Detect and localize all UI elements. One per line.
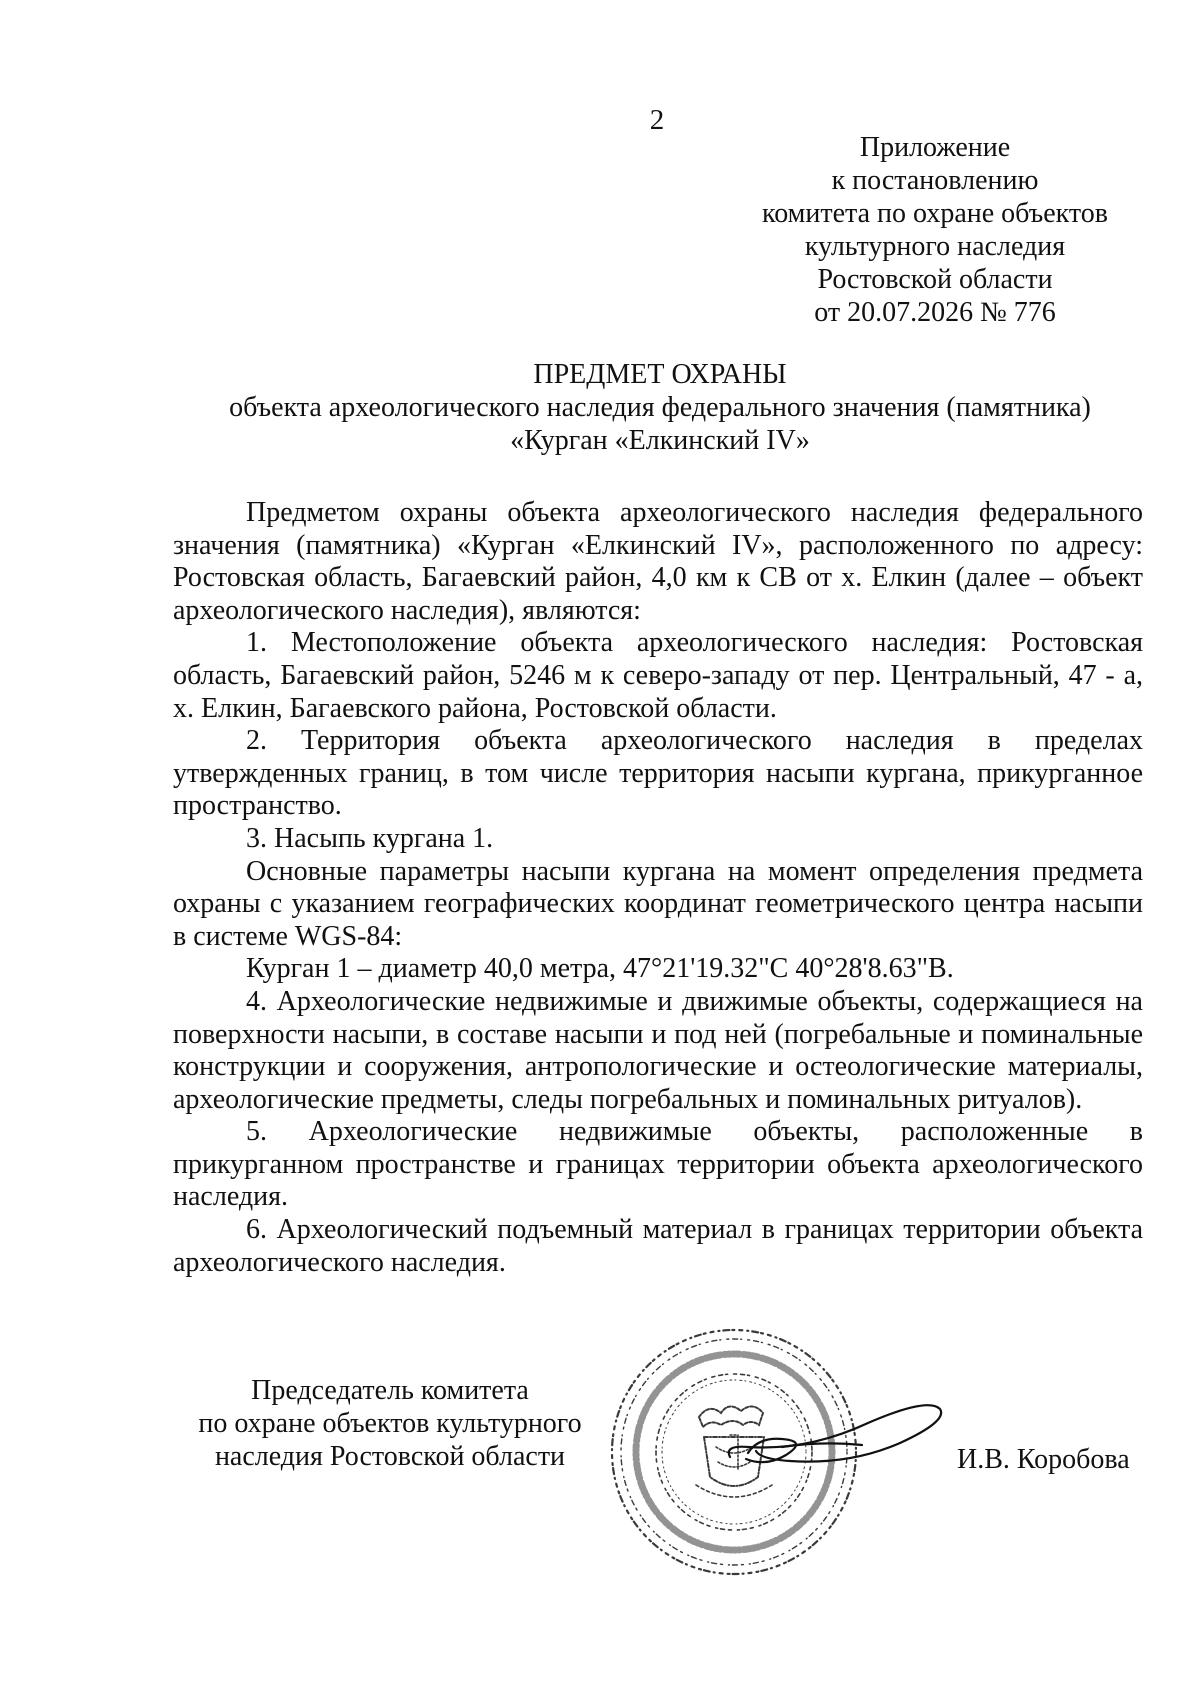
appendix-line: культурного наследия <box>804 231 1066 262</box>
signatory-line: наследия Ростовской области <box>214 1441 566 1472</box>
signatory-line: Председатель комитета <box>251 1375 529 1406</box>
signature-icon <box>720 1395 950 1485</box>
appendix-reference <box>740 131 1130 329</box>
appendix-line: Приложение <box>859 132 1011 163</box>
mound-parameters-paragraph: Основные параметры насыпи кургана на момент определения предмета охраны с указанием географических координат геометрического центра насыпи в системе WGS-84: <box>173 855 1143 952</box>
appendix-line: комитета по охране объектов <box>762 198 1108 229</box>
appendix-line: к постановлению <box>831 165 1039 196</box>
title-heading: ПРЕДМЕТ ОХРАНЫ <box>533 359 787 390</box>
title-object-name: «Курган «Елкинский IV» <box>510 425 810 456</box>
document-body <box>173 497 1143 1279</box>
appendix-line: Ростовской области <box>817 264 1053 295</box>
mound-coordinates: Курган 1 – диаметр 40,0 метра, 47°21'19.32"С 40°28'8.63"В. <box>246 953 954 985</box>
item-3-mound: 3. Насыпь кургана 1. <box>246 822 494 854</box>
item-5-objects: 5. Археологические недвижимые объекты, расположенные в прикурганном пространстве и границах территории объекта археологического наследия. <box>173 1116 1143 1213</box>
intro-paragraph: Предметом охраны объекта археологического наследия федерального значения (памятника) «Курган «Елкинский IV», расположенного по адресу: Ростовская область, Багаевский район, 4,0 км к СВ от х. Елкин (далее – объект археологического наследия), являются: <box>173 497 1143 626</box>
item-1-location: 1. Местоположение объекта археологического наследия: Ростовская область, Багаевский район, 5246 м к северо-западу от пер. Центральный, 47 - а, х. Елкин, Багаевского района, Ростовской области. <box>173 627 1143 724</box>
item-6-material: 6. Археологический подъемный материал в границах территории объекта археологического наследия. <box>173 1214 1143 1278</box>
signer-name: И.В. Коробова <box>957 1444 1130 1475</box>
page-number: 2 <box>649 104 665 136</box>
document-title <box>140 358 1180 457</box>
signatory-line: по охране объектов культурного <box>198 1408 582 1439</box>
signatory-position <box>180 1374 600 1473</box>
title-subtitle: объекта археологического наследия федерального значения (памятника) <box>229 392 1091 423</box>
appendix-date-number: от 20.07.2026 № 776 <box>814 297 1056 328</box>
item-4-objects: 4. Археологические недвижимые и движимые объекты, содержащиеся на поверхности насыпи, в составе насыпи и под ней (погребальные и поминальные конструкции и сооружения, антропологические и остеологические материалы, археологические предметы, следы погребальных и поминальных ритуалов). <box>173 985 1143 1115</box>
item-2-territory: 2. Территория объекта археологического наследия в пределах утвержденных границ, в том числе территория насыпи кургана, прикурганное пространство. <box>173 725 1143 822</box>
